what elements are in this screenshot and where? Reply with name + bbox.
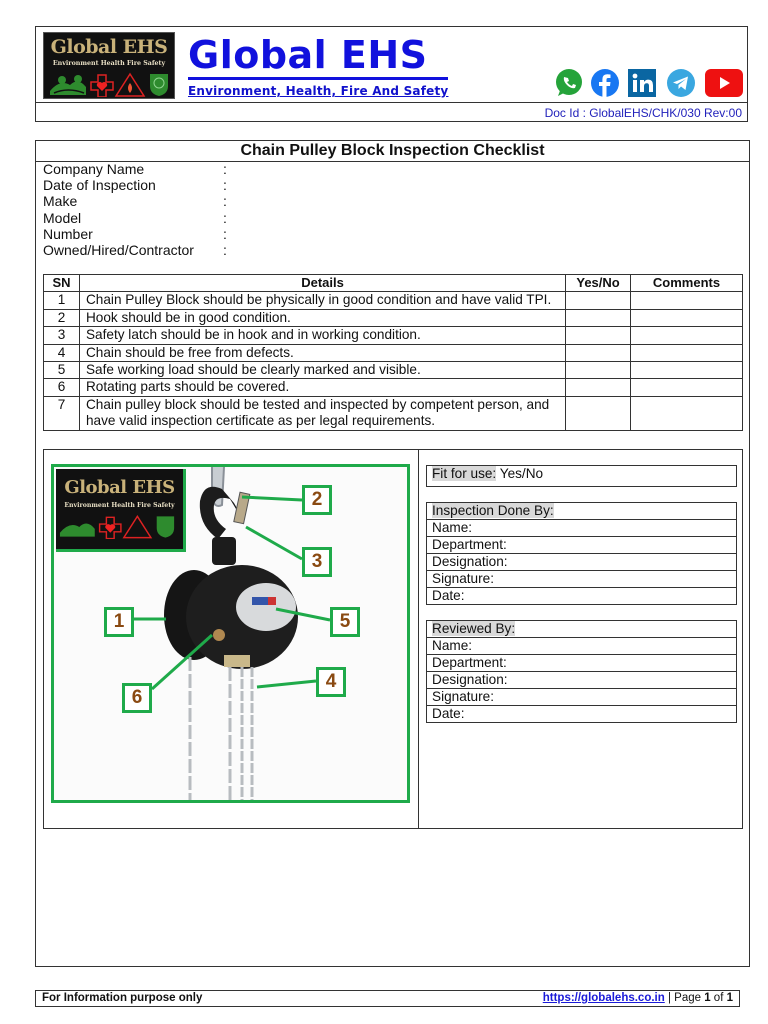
footer	[35, 990, 740, 1007]
row-yes-no-cell[interactable]	[566, 396, 631, 430]
reviewer-department-field[interactable]: Department:	[427, 655, 737, 672]
logo-subtitle: Environment Health Fire Safety	[52, 60, 166, 67]
field-label: Number	[43, 225, 93, 242]
row-comments-cell[interactable]	[631, 379, 743, 396]
row-details: Safe working load should be clearly marked and visible.	[79, 362, 565, 379]
row-yes-no-cell[interactable]	[566, 292, 631, 309]
field-label: Owned/Hired/Contractor	[43, 242, 194, 259]
inspector-signature-field[interactable]: Signature:	[427, 571, 737, 588]
header-divider	[35, 102, 748, 103]
document-id: Doc Id : GlobalEHS/CHK/030 Rev:00	[544, 106, 742, 120]
diagram-logo-title: Global EHS	[64, 477, 175, 498]
row-yes-no-cell[interactable]	[566, 344, 631, 361]
youtube-icon[interactable]	[704, 68, 744, 98]
column-header-details: Details	[79, 275, 565, 292]
table-header-row	[44, 275, 743, 292]
whatsapp-icon[interactable]	[554, 68, 584, 98]
field-make[interactable]: Make :	[43, 193, 227, 210]
row-comments-cell[interactable]	[631, 396, 743, 430]
fit-for-use-field[interactable]	[426, 465, 737, 487]
row-yes-no-cell[interactable]	[566, 327, 631, 344]
row-sn: 4	[44, 344, 80, 361]
callout-4: 4	[316, 667, 346, 697]
table-row	[44, 292, 743, 309]
linkedin-icon[interactable]	[627, 68, 657, 98]
row-details: Chain pulley block should be tested and inspected by competent person, and have valid inspection certificate as per legal requirements.	[79, 396, 565, 430]
inspector-date-field[interactable]: Date:	[427, 588, 737, 605]
fire-warning-icon	[116, 74, 144, 96]
field-label: Date of Inspection	[43, 177, 156, 194]
brand-title: Global EHS	[188, 33, 428, 77]
facebook-icon[interactable]	[590, 68, 620, 98]
medical-cross-heart-icon	[91, 75, 113, 97]
chain-pulley-diagram	[51, 464, 410, 803]
reviewer-signature-field[interactable]: Signature:	[427, 689, 737, 706]
table-row	[44, 344, 743, 361]
field-company-name[interactable]: Company Name :	[43, 161, 227, 177]
page-current: 1	[704, 992, 711, 1004]
telegram-icon[interactable]	[666, 68, 696, 98]
row-comments-cell[interactable]	[631, 344, 743, 361]
logo-title: Global EHS	[50, 36, 168, 58]
row-comments-cell[interactable]	[631, 327, 743, 344]
checklist-table	[43, 274, 743, 431]
inspection-done-by-heading: Inspection Done By:	[427, 503, 737, 520]
diagram-logo-subtitle: Environment Health Fire Safety	[64, 502, 175, 509]
table-row	[44, 396, 743, 430]
callout-3: 3	[302, 547, 332, 577]
row-sn: 1	[44, 292, 80, 309]
logo-icons	[48, 71, 172, 97]
row-sn: 5	[44, 362, 80, 379]
callout-1: 1	[104, 607, 134, 637]
company-logo	[43, 32, 175, 99]
field-label: Model	[43, 209, 82, 226]
page-total: 1	[726, 992, 733, 1004]
row-sn: 2	[44, 309, 80, 326]
table-row	[44, 327, 743, 344]
field-model[interactable]: Model :	[43, 209, 227, 226]
row-sn: 7	[44, 396, 80, 430]
fit-for-use-label: Fit for use:	[432, 466, 497, 481]
reviewer-designation-field[interactable]: Designation:	[427, 672, 737, 689]
field-date-of-inspection[interactable]: Date of Inspection :	[43, 177, 227, 194]
row-details: Hook should be in good condition.	[79, 309, 565, 326]
fit-for-use-value: Yes/No	[496, 466, 544, 481]
row-yes-no-cell[interactable]	[566, 309, 631, 326]
diagram-logo-icons	[58, 513, 178, 539]
landscape-icon	[50, 75, 86, 95]
inspector-department-field[interactable]: Department:	[427, 537, 737, 554]
field-ownership[interactable]: Owned/Hired/Contractor :	[43, 242, 227, 259]
row-yes-no-cell[interactable]	[566, 379, 631, 396]
field-label: Company Name	[43, 161, 145, 177]
brand-subtitle-link[interactable]: Environment, Health, Fire And Safety	[188, 84, 449, 98]
footer-page-info: https://globalehs.co.in | Page 1 of 1	[542, 992, 733, 1004]
column-header-sn: SN	[44, 275, 80, 292]
reviewer-name-field[interactable]: Name:	[427, 638, 737, 655]
row-details: Chain Pulley Block should be physically in good condition and have valid TPI.	[79, 292, 565, 309]
row-sn: 3	[44, 327, 80, 344]
row-comments-cell[interactable]	[631, 309, 743, 326]
row-sn: 6	[44, 379, 80, 396]
row-details: Chain should be free from defects.	[79, 344, 565, 361]
table-row	[44, 309, 743, 326]
form-title: Chain Pulley Block Inspection Checklist	[35, 140, 750, 162]
callout-6: 6	[122, 683, 152, 713]
safety-helmet-shield-icon	[150, 74, 168, 96]
website-link[interactable]: https://globalehs.co.in	[542, 992, 665, 1004]
reviewer-date-field[interactable]: Date:	[427, 706, 737, 723]
inspector-name-field[interactable]: Name:	[427, 520, 737, 537]
lower-divider	[418, 449, 419, 829]
row-details: Safety latch should be in hook and in working condition.	[79, 327, 565, 344]
brand-underline	[188, 77, 448, 80]
table-row	[44, 362, 743, 379]
reviewed-by-heading: Reviewed By:	[427, 621, 737, 638]
info-fields	[43, 161, 233, 258]
diagram-logo	[56, 469, 186, 552]
table-row	[44, 379, 743, 396]
field-label: Make	[43, 193, 78, 210]
inspection-done-by-table	[426, 502, 737, 605]
callout-5: 5	[330, 607, 360, 637]
field-number[interactable]: Number :	[43, 225, 227, 242]
row-comments-cell[interactable]	[631, 292, 743, 309]
inspector-designation-field[interactable]: Designation:	[427, 554, 737, 571]
row-details: Rotating parts should be covered.	[79, 379, 565, 396]
reviewed-by-table	[426, 620, 737, 723]
footer-disclaimer: For Information purpose only	[42, 992, 203, 1004]
column-header-comments: Comments	[631, 275, 743, 292]
column-header-yes-no: Yes/No	[566, 275, 631, 292]
callout-2: 2	[302, 485, 332, 515]
row-yes-no-cell[interactable]	[566, 362, 631, 379]
row-comments-cell[interactable]	[631, 362, 743, 379]
